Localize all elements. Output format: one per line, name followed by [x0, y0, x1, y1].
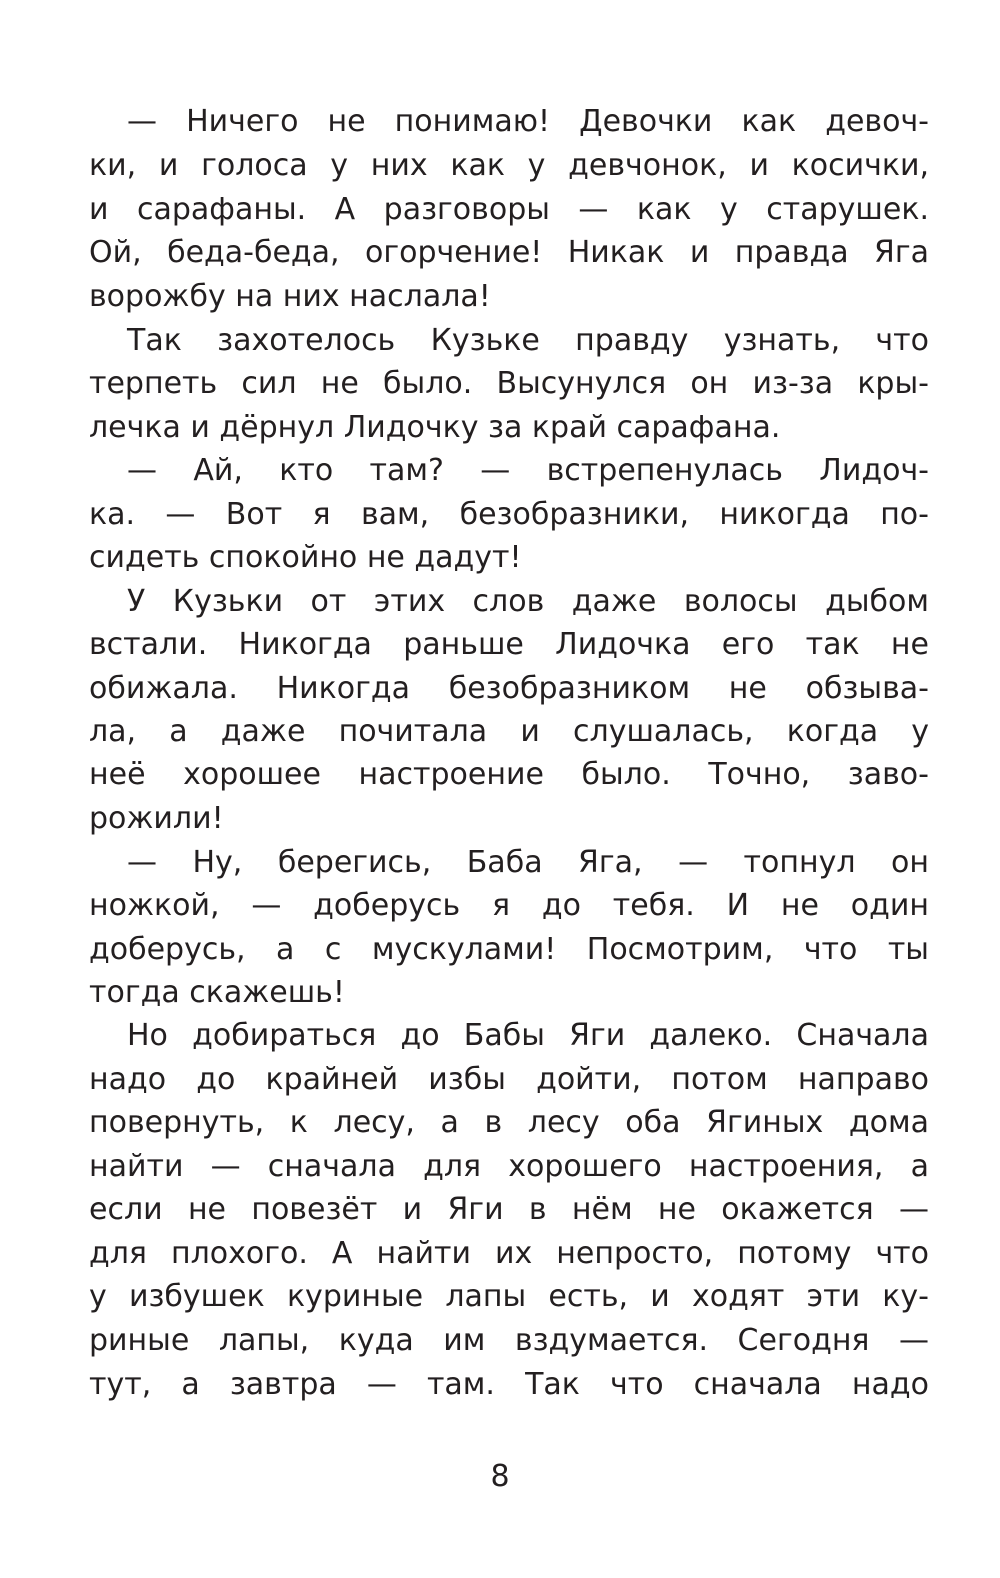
- text-line: тогда скажешь!: [89, 975, 345, 1010]
- text-line: У Кузьки от этих слов даже волосы дыбом: [127, 584, 929, 619]
- text-line: ки, и голоса у них как у девчонок, и косички,: [89, 148, 929, 183]
- text-line: Так захотелось Кузьке правду узнать, что: [127, 323, 929, 358]
- page-number: 8: [490, 1459, 510, 1494]
- text-line: надо до крайней избы дойти, потом направо: [89, 1062, 929, 1097]
- text-line: — Ну, берегись, Баба Яга, — топнул он: [127, 845, 929, 880]
- text-line: неё хорошее настроение было. Точно, заво-: [89, 757, 929, 792]
- text-line: риные лапы, куда им вздумается. Сегодня —: [89, 1323, 929, 1358]
- text-line: Ой, беда-беда, огорчение! Никак и правда Яга: [89, 235, 929, 270]
- text-line: тут, а завтра — там. Так что сначала надо: [89, 1367, 929, 1402]
- text-line: обижала. Никогда безобразником не обзыва-: [89, 671, 929, 706]
- text-line: ка. — Вот я вам, безобразники, никогда по-: [89, 497, 929, 532]
- text-line: встали. Никогда раньше Лидочка его так не: [89, 627, 929, 662]
- text-line: — Ай, кто там? — встрепенулась Лидоч-: [127, 453, 929, 488]
- text-line: сидеть спокойно не дадут!: [89, 540, 522, 575]
- text-line: если не повезёт и Яги в нём не окажется —: [89, 1192, 929, 1227]
- text-line: найти — сначала для хорошего настроения, а: [89, 1149, 929, 1184]
- text-line: — Ничего не понимаю! Девочки как девоч-: [127, 104, 929, 139]
- text-line: ворожбу на них наслала!: [89, 279, 491, 314]
- text-line: терпеть сил не было. Высунулся он из-за кры-: [89, 366, 929, 401]
- text-line: ла, а даже почитала и слушалась, когда у: [89, 714, 929, 749]
- text-line: доберусь, а с мускулами! Посмотрим, что ты: [89, 932, 929, 967]
- text-line: Но добираться до Бабы Яги далеко. Сначала: [127, 1018, 929, 1053]
- text-line: лечка и дёрнул Лидочку за край сарафана.: [89, 410, 781, 445]
- text-line: повернуть, к лесу, а в лесу оба Ягиных дома: [89, 1105, 929, 1140]
- text-line: ножкой, — доберусь я до тебя. И не один: [89, 888, 929, 923]
- text-line: у избушек куриные лапы есть, и ходят эти ку-: [89, 1279, 929, 1314]
- text-line: рожили!: [89, 801, 224, 836]
- text-line: для плохого. А найти их непросто, потому что: [89, 1236, 929, 1271]
- text-line: и сарафаны. А разговоры — как у старушек.: [89, 192, 929, 227]
